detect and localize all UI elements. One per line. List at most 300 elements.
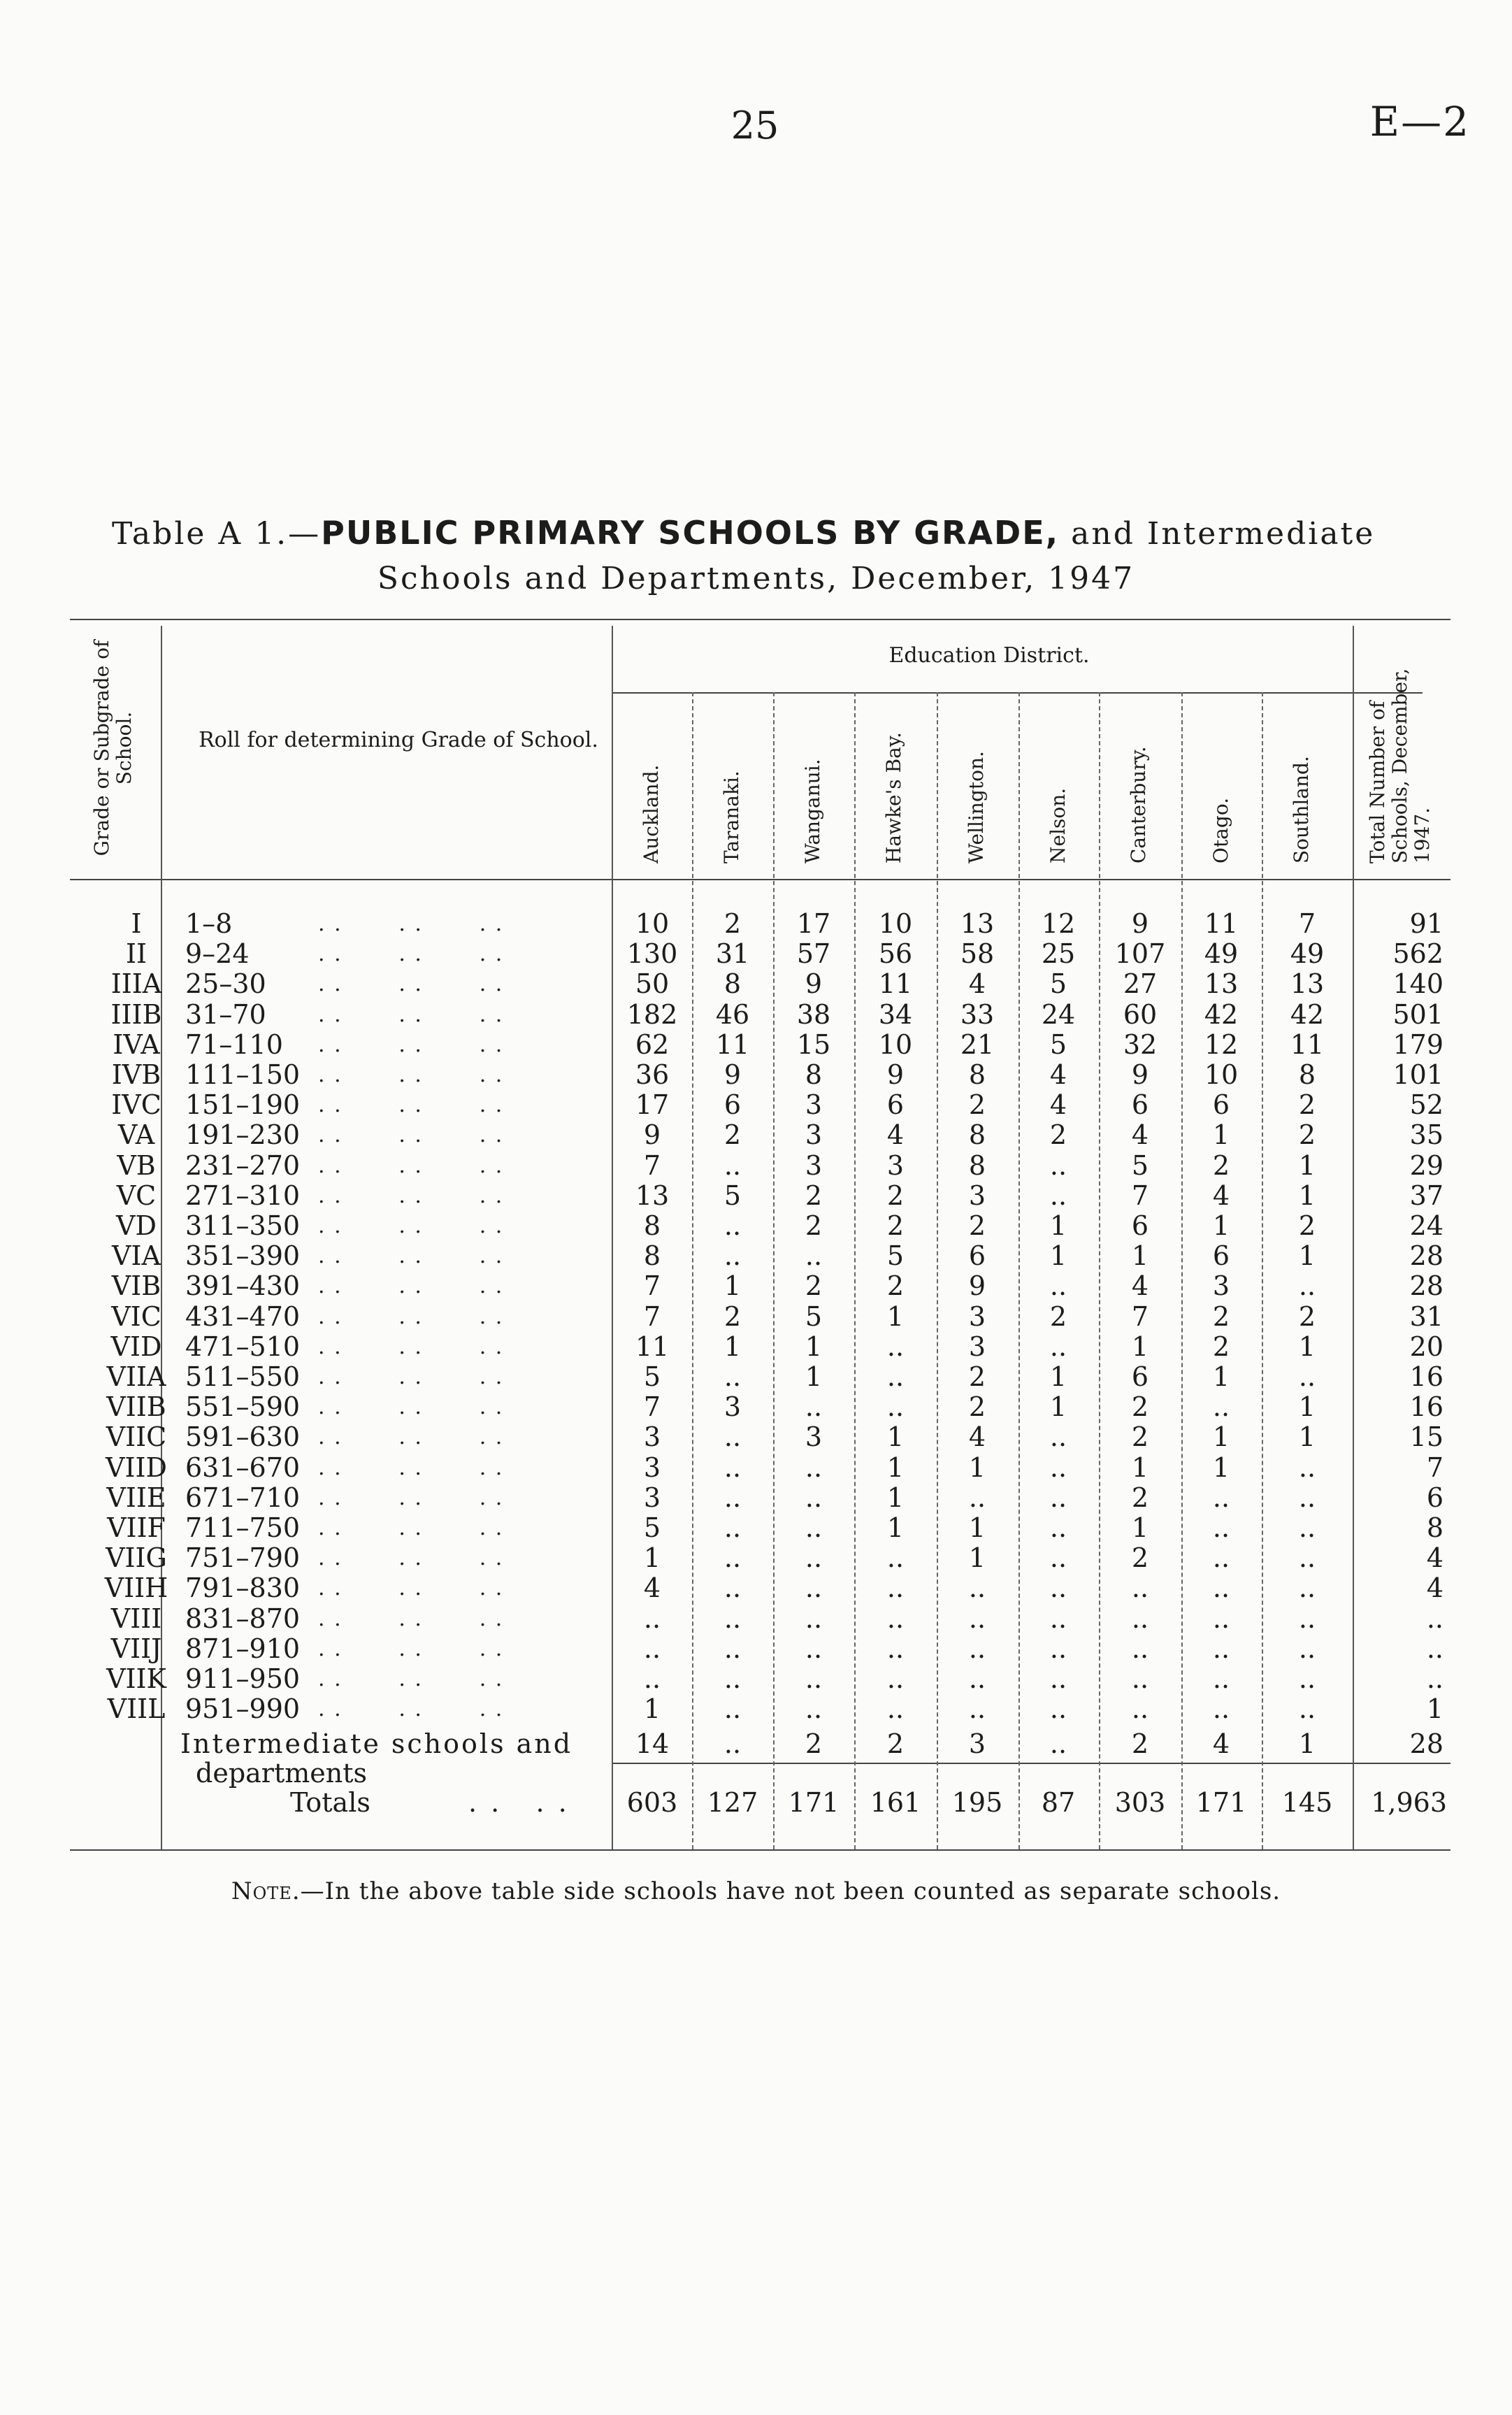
row-leader-dots: . . . . . . (318, 1516, 504, 1540)
row-roll: 591–630 (185, 1421, 301, 1453)
row-value-9: 13 (1290, 968, 1325, 1000)
row-value-4: .. (886, 1331, 905, 1362)
row-value-3: .. (805, 1391, 823, 1423)
row-value-6: .. (1049, 1693, 1067, 1725)
row-value-1: .. (643, 1663, 661, 1694)
row-value-3: 9 (805, 968, 823, 1000)
row-value-2: .. (723, 1633, 742, 1664)
row-value-1: 7 (643, 1270, 661, 1302)
intermediate-value-3: 2 (805, 1728, 823, 1759)
row-total: 16 (1409, 1391, 1443, 1423)
intermediate-label: Intermediate schools and (180, 1728, 573, 1759)
row-value-6: 1 (1049, 1361, 1067, 1392)
row-roll: 111–150 (185, 1059, 301, 1090)
footnote (0, 1877, 1512, 1905)
row-roll: 151–190 (185, 1089, 301, 1121)
row-value-1: 36 (635, 1059, 670, 1090)
row-value-3: 2 (805, 1270, 823, 1302)
row-value-4: 6 (886, 1089, 905, 1121)
row-value-6: 1 (1049, 1240, 1067, 1272)
row-value-2: 6 (723, 1089, 742, 1121)
row-value-7: 6 (1131, 1210, 1149, 1241)
row-grade: VB (117, 1149, 156, 1181)
row-grade: VIII (110, 1603, 162, 1634)
row-value-2: .. (723, 1240, 742, 1272)
row-value-6: .. (1049, 1572, 1067, 1604)
row-value-8: 6 (1212, 1089, 1230, 1121)
table-row (70, 1241, 1450, 1271)
row-value-7: 2 (1131, 1542, 1149, 1574)
row-value-2: .. (723, 1663, 742, 1694)
row-value-8: 2 (1212, 1331, 1230, 1362)
row-roll: 751–790 (185, 1542, 301, 1574)
row-roll: 25–30 (185, 968, 266, 1000)
row-value-7: 9 (1131, 908, 1149, 939)
row-value-9: 2 (1298, 1089, 1316, 1121)
table-row (70, 1332, 1450, 1362)
row-total: 28 (1409, 1270, 1443, 1302)
row-value-1: 11 (635, 1331, 670, 1362)
row-value-4: 11 (878, 968, 913, 1000)
row-value-4: 34 (878, 998, 913, 1030)
row-value-3: 3 (805, 1149, 823, 1181)
row-leader-dots: . . . . . . (318, 1244, 504, 1269)
table-row (70, 1664, 1450, 1694)
row-value-8: 1 (1212, 1361, 1230, 1392)
intermediate-value-9: 1 (1298, 1728, 1316, 1759)
row-leader-dots: . . . . . . (318, 972, 504, 997)
row-value-9: 1 (1298, 1149, 1316, 1181)
row-value-9: 2 (1298, 1119, 1316, 1151)
row-value-7: 27 (1123, 968, 1158, 1000)
row-value-8: .. (1212, 1633, 1230, 1664)
row-value-7: 7 (1131, 1300, 1149, 1332)
row-value-1: 5 (643, 1361, 661, 1392)
row-value-4: 1 (886, 1300, 905, 1332)
row-leader-dots: . . . . . . (318, 1636, 504, 1661)
row-value-7: 32 (1123, 1029, 1158, 1060)
header-otago: Otago. (1209, 797, 1232, 863)
row-value-4: .. (886, 1663, 905, 1694)
row-value-2: .. (723, 1361, 742, 1392)
row-value-8: 2 (1212, 1300, 1230, 1332)
row-value-8: 1 (1212, 1119, 1230, 1151)
table-row (70, 1000, 1450, 1030)
row-value-7: 6 (1131, 1089, 1149, 1121)
table-row (70, 1422, 1450, 1452)
row-value-9: 42 (1290, 998, 1325, 1030)
note-prefix: Note. (231, 1877, 301, 1905)
row-value-5: 6 (968, 1240, 986, 1272)
row-value-6: .. (1049, 1603, 1067, 1634)
row-value-7: 60 (1123, 998, 1158, 1030)
header-grade: Grade or Subgrade of School. (90, 640, 136, 857)
row-value-9: .. (1298, 1633, 1316, 1664)
row-value-4: 2 (886, 1210, 905, 1241)
row-value-3: 8 (805, 1059, 823, 1090)
row-total: 4 (1426, 1542, 1443, 1574)
row-value-9: 1 (1298, 1180, 1316, 1211)
row-leader-dots: . . . . . . (318, 1304, 504, 1329)
row-value-5: 9 (968, 1270, 986, 1302)
row-grade: VIIE (106, 1482, 166, 1513)
row-value-5: 2 (968, 1361, 986, 1392)
row-leader-dots: . . . . . . (318, 1697, 504, 1722)
row-value-3: .. (805, 1452, 823, 1483)
row-roll: 1–8 (185, 908, 233, 939)
row-value-2: 31 (715, 938, 750, 970)
row-value-6: .. (1049, 1482, 1067, 1513)
row-value-2: 2 (723, 908, 742, 939)
row-value-5: 3 (968, 1331, 986, 1362)
row-value-3: .. (805, 1240, 823, 1272)
row-total: 16 (1409, 1361, 1443, 1392)
intermediate-value-8: 4 (1212, 1728, 1230, 1759)
row-value-8: .. (1212, 1572, 1230, 1604)
district-rule (612, 692, 1423, 694)
totals-grand-total: 1,963 (1371, 1787, 1447, 1818)
row-roll: 31–70 (185, 998, 266, 1030)
row-total: 7 (1426, 1452, 1443, 1483)
row-value-9: .. (1298, 1572, 1316, 1604)
row-value-5: .. (968, 1482, 986, 1513)
table-row (70, 1604, 1450, 1634)
row-grade: I (131, 908, 142, 939)
row-value-6: .. (1049, 1512, 1067, 1543)
row-value-7: .. (1131, 1603, 1149, 1634)
header-hawkes-bay: Hawke's Bay. (882, 732, 905, 863)
row-value-7: .. (1131, 1572, 1149, 1604)
totals-value-5: 195 (951, 1787, 1003, 1818)
row-value-1: 4 (643, 1572, 661, 1604)
intermediate-value-7: 2 (1131, 1728, 1149, 1759)
row-roll: 9–24 (185, 938, 250, 970)
row-value-7: .. (1131, 1663, 1149, 1694)
row-leader-dots: . . . . . . (318, 1183, 504, 1208)
row-value-6: .. (1049, 1421, 1067, 1453)
row-roll: 391–430 (185, 1270, 301, 1302)
row-value-7: 4 (1131, 1270, 1149, 1302)
row-total: 562 (1392, 938, 1443, 970)
row-roll: 271–310 (185, 1180, 301, 1211)
totals-value-7: 303 (1114, 1787, 1166, 1818)
row-leader-dots: . . . . . . (318, 1123, 504, 1148)
row-value-7: 7 (1131, 1180, 1149, 1211)
row-value-2: .. (723, 1452, 742, 1483)
row-value-4: .. (886, 1633, 905, 1664)
row-value-4: 2 (886, 1270, 905, 1302)
row-value-8: 1 (1212, 1421, 1230, 1453)
totals-rule (612, 1763, 1450, 1764)
row-value-1: 10 (635, 908, 670, 939)
row-total: 37 (1409, 1180, 1443, 1211)
row-value-1: 7 (643, 1300, 661, 1332)
row-roll: 631–670 (185, 1452, 301, 1483)
row-value-3: 3 (805, 1421, 823, 1453)
row-value-2: .. (723, 1149, 742, 1181)
row-value-5: .. (968, 1633, 986, 1664)
row-value-4: 9 (886, 1059, 905, 1090)
table-row (70, 1483, 1450, 1513)
title-suffix: and Intermediate (1059, 516, 1376, 552)
row-value-2: 1 (723, 1270, 742, 1302)
intermediate-value-5: 3 (968, 1728, 986, 1759)
page-number: 25 (730, 103, 779, 148)
row-roll: 351–390 (185, 1240, 301, 1272)
row-value-8: .. (1212, 1512, 1230, 1543)
row-value-9: 11 (1290, 1029, 1325, 1060)
row-value-6: 4 (1049, 1089, 1067, 1121)
row-value-7: 2 (1131, 1482, 1149, 1513)
row-roll: 191–230 (185, 1119, 301, 1151)
row-grade: VIIG (106, 1542, 167, 1574)
row-roll: 711–750 (185, 1512, 301, 1543)
row-value-9: 7 (1298, 908, 1316, 939)
row-value-2: .. (723, 1421, 742, 1453)
intermediate-total: 28 (1409, 1728, 1443, 1759)
row-value-9: .. (1298, 1361, 1316, 1392)
row-value-7: 1 (1131, 1331, 1149, 1362)
row-value-3: 5 (805, 1300, 823, 1332)
header-taranaki: Taranaki. (720, 771, 743, 863)
row-value-9: .. (1298, 1542, 1316, 1574)
row-value-3: 15 (796, 1029, 831, 1060)
row-value-5: 2 (968, 1210, 986, 1241)
row-value-3: 57 (796, 938, 831, 970)
row-value-5: 33 (960, 998, 995, 1030)
row-value-5: 3 (968, 1180, 986, 1211)
row-leader-dots: . . . . . . (318, 1576, 504, 1601)
row-total: 179 (1392, 1029, 1443, 1060)
row-value-6: 2 (1049, 1300, 1067, 1332)
row-value-8: .. (1212, 1603, 1230, 1634)
row-value-6: 1 (1049, 1210, 1067, 1241)
row-value-7: 2 (1131, 1421, 1149, 1453)
row-value-9: .. (1298, 1270, 1316, 1302)
row-value-5: 58 (960, 938, 995, 970)
row-value-8: .. (1212, 1693, 1230, 1725)
row-value-6: .. (1049, 1663, 1067, 1694)
row-value-6: 5 (1049, 1029, 1067, 1060)
row-grade: VIIJ (110, 1633, 162, 1664)
row-total: 20 (1409, 1331, 1443, 1362)
row-value-7: 6 (1131, 1361, 1149, 1392)
table-row (70, 1151, 1450, 1181)
row-total: 501 (1392, 998, 1443, 1030)
row-value-1: 3 (643, 1452, 661, 1483)
row-value-5: 21 (960, 1029, 995, 1060)
row-value-3: 1 (805, 1361, 823, 1392)
header-education-district: Education District. (888, 643, 1090, 668)
row-value-5: 2 (968, 1391, 986, 1423)
row-value-2: 46 (715, 998, 750, 1030)
header-total: Total Number of Schools, December, 1947. (1366, 668, 1434, 863)
row-total: 35 (1409, 1119, 1443, 1151)
row-value-5: .. (968, 1663, 986, 1694)
document-reference: E—2 (1369, 98, 1470, 145)
row-total: 28 (1409, 1240, 1443, 1272)
row-grade: IVB (111, 1059, 161, 1090)
row-value-6: 4 (1049, 1059, 1067, 1090)
intermediate-label-line2: departments (196, 1758, 367, 1789)
row-total: .. (1426, 1663, 1443, 1694)
row-total: 4 (1426, 1572, 1443, 1604)
totals-value-6: 87 (1041, 1787, 1076, 1818)
header-roll: Roll for determining Grade of School. (199, 728, 598, 752)
row-value-6: 25 (1041, 938, 1076, 970)
row-leader-dots: . . . . . . (318, 1485, 504, 1510)
row-leader-dots: . . . . . . (318, 1365, 504, 1389)
row-value-4: .. (886, 1542, 905, 1574)
row-value-8: .. (1212, 1482, 1230, 1513)
row-value-4: .. (886, 1361, 905, 1392)
table-row (70, 1271, 1450, 1301)
row-roll: 471–510 (185, 1331, 301, 1362)
row-value-9: 1 (1298, 1331, 1316, 1362)
row-value-2: .. (723, 1693, 742, 1725)
row-roll: 431–470 (185, 1300, 301, 1332)
row-value-4: .. (886, 1572, 905, 1604)
row-value-8: 10 (1204, 1059, 1239, 1090)
row-value-8: 2 (1212, 1149, 1230, 1181)
row-value-4: 1 (886, 1421, 905, 1453)
header-southland: Southland. (1290, 756, 1313, 863)
totals-value-9: 145 (1281, 1787, 1333, 1818)
row-value-2: 11 (715, 1029, 750, 1060)
row-value-2: .. (723, 1512, 742, 1543)
row-value-1: .. (643, 1633, 661, 1664)
table-row (70, 1362, 1450, 1392)
row-roll: 791–830 (185, 1572, 301, 1604)
row-value-7: .. (1131, 1693, 1149, 1725)
row-value-8: .. (1212, 1663, 1230, 1694)
row-value-3: .. (805, 1512, 823, 1543)
row-value-8: .. (1212, 1391, 1230, 1423)
row-value-8: 42 (1204, 998, 1239, 1030)
row-value-1: 1 (643, 1693, 661, 1725)
row-grade: IIIA (110, 968, 162, 1000)
table-row (70, 1573, 1450, 1603)
row-value-5: 1 (968, 1542, 986, 1574)
row-roll: 551–590 (185, 1391, 301, 1423)
row-value-1: 130 (626, 938, 678, 970)
table-row (70, 1453, 1450, 1483)
row-value-1: 1 (643, 1542, 661, 1574)
header-wanganui: Wanganui. (801, 759, 824, 863)
row-value-4: 10 (878, 1029, 913, 1060)
table-row (70, 1060, 1450, 1090)
row-value-8: 3 (1212, 1270, 1230, 1302)
row-total: .. (1426, 1603, 1443, 1634)
row-value-6: 2 (1049, 1119, 1067, 1151)
row-value-9: 1 (1298, 1391, 1316, 1423)
row-value-7: 107 (1114, 938, 1166, 970)
row-value-3: .. (805, 1482, 823, 1513)
row-roll: 511–550 (185, 1361, 301, 1392)
row-value-5: 4 (968, 1421, 986, 1453)
row-value-9: .. (1298, 1512, 1316, 1543)
row-value-2: 5 (723, 1180, 742, 1211)
table-row (70, 1543, 1450, 1573)
row-value-2: .. (723, 1572, 742, 1604)
row-value-2: .. (723, 1542, 742, 1574)
row-grade: VIIB (106, 1391, 166, 1423)
row-grade: VC (116, 1180, 157, 1211)
table-bottom-rule (70, 1849, 1450, 1851)
row-value-4: 1 (886, 1452, 905, 1483)
row-leader-dots: . . . . . . (318, 1153, 504, 1178)
row-leader-dots: . . . . . . (318, 1667, 504, 1691)
row-value-3: 2 (805, 1210, 823, 1241)
row-value-7: 4 (1131, 1119, 1149, 1151)
row-leader-dots: . . . . . . (318, 1395, 504, 1420)
row-value-6: 1 (1049, 1391, 1067, 1423)
row-value-7: 1 (1131, 1240, 1149, 1272)
row-value-4: 4 (886, 1119, 905, 1151)
row-value-1: 3 (643, 1482, 661, 1513)
row-value-1: 5 (643, 1512, 661, 1543)
row-value-1: 17 (635, 1089, 670, 1121)
row-value-2: 8 (723, 968, 742, 1000)
row-value-1: 13 (635, 1180, 670, 1211)
row-leader-dots: . . . . . . (318, 1214, 504, 1238)
row-value-1: 7 (643, 1149, 661, 1181)
row-leader-dots: . . . . . . (318, 1546, 504, 1571)
row-value-6: 24 (1041, 998, 1076, 1030)
row-total: 24 (1409, 1210, 1443, 1241)
row-total: 52 (1409, 1089, 1443, 1121)
row-total: 8 (1426, 1512, 1443, 1543)
row-value-3: 3 (805, 1119, 823, 1151)
row-total: 91 (1409, 908, 1443, 939)
table-row (70, 1030, 1450, 1060)
header-wellington: Wellington. (965, 751, 988, 863)
row-value-6: 12 (1041, 908, 1076, 939)
row-value-5: 8 (968, 1059, 986, 1090)
row-value-5: 2 (968, 1089, 986, 1121)
row-value-8: 12 (1204, 1029, 1239, 1060)
totals-value-4: 161 (870, 1787, 921, 1818)
row-grade: VIID (106, 1452, 167, 1483)
totals-value-1: 603 (626, 1787, 678, 1818)
row-value-2: 9 (723, 1059, 742, 1090)
row-value-2: 1 (723, 1331, 742, 1362)
row-value-8: 4 (1212, 1180, 1230, 1211)
row-value-6: .. (1049, 1542, 1067, 1574)
row-value-2: .. (723, 1482, 742, 1513)
row-value-4: 1 (886, 1482, 905, 1513)
row-value-8: 1 (1212, 1452, 1230, 1483)
row-value-2: 2 (723, 1300, 742, 1332)
row-leader-dots: . . . . . . (318, 1093, 504, 1118)
table-row (70, 1302, 1450, 1332)
row-value-9: .. (1298, 1693, 1316, 1725)
row-leader-dots: . . . . . . (318, 942, 504, 967)
table-row (70, 909, 1450, 939)
row-roll: 71–110 (185, 1029, 283, 1060)
row-value-9: .. (1298, 1663, 1316, 1694)
row-value-2: .. (723, 1210, 742, 1241)
row-value-4: 10 (878, 908, 913, 939)
row-value-9: 49 (1290, 938, 1325, 970)
row-value-9: 1 (1298, 1240, 1316, 1272)
row-total: 29 (1409, 1149, 1443, 1181)
row-value-6: .. (1049, 1331, 1067, 1362)
row-leader-dots: . . . . . . (318, 1606, 504, 1631)
row-value-8: 49 (1204, 938, 1239, 970)
intermediate-value-1: 14 (635, 1728, 670, 1759)
row-value-4: .. (886, 1603, 905, 1634)
